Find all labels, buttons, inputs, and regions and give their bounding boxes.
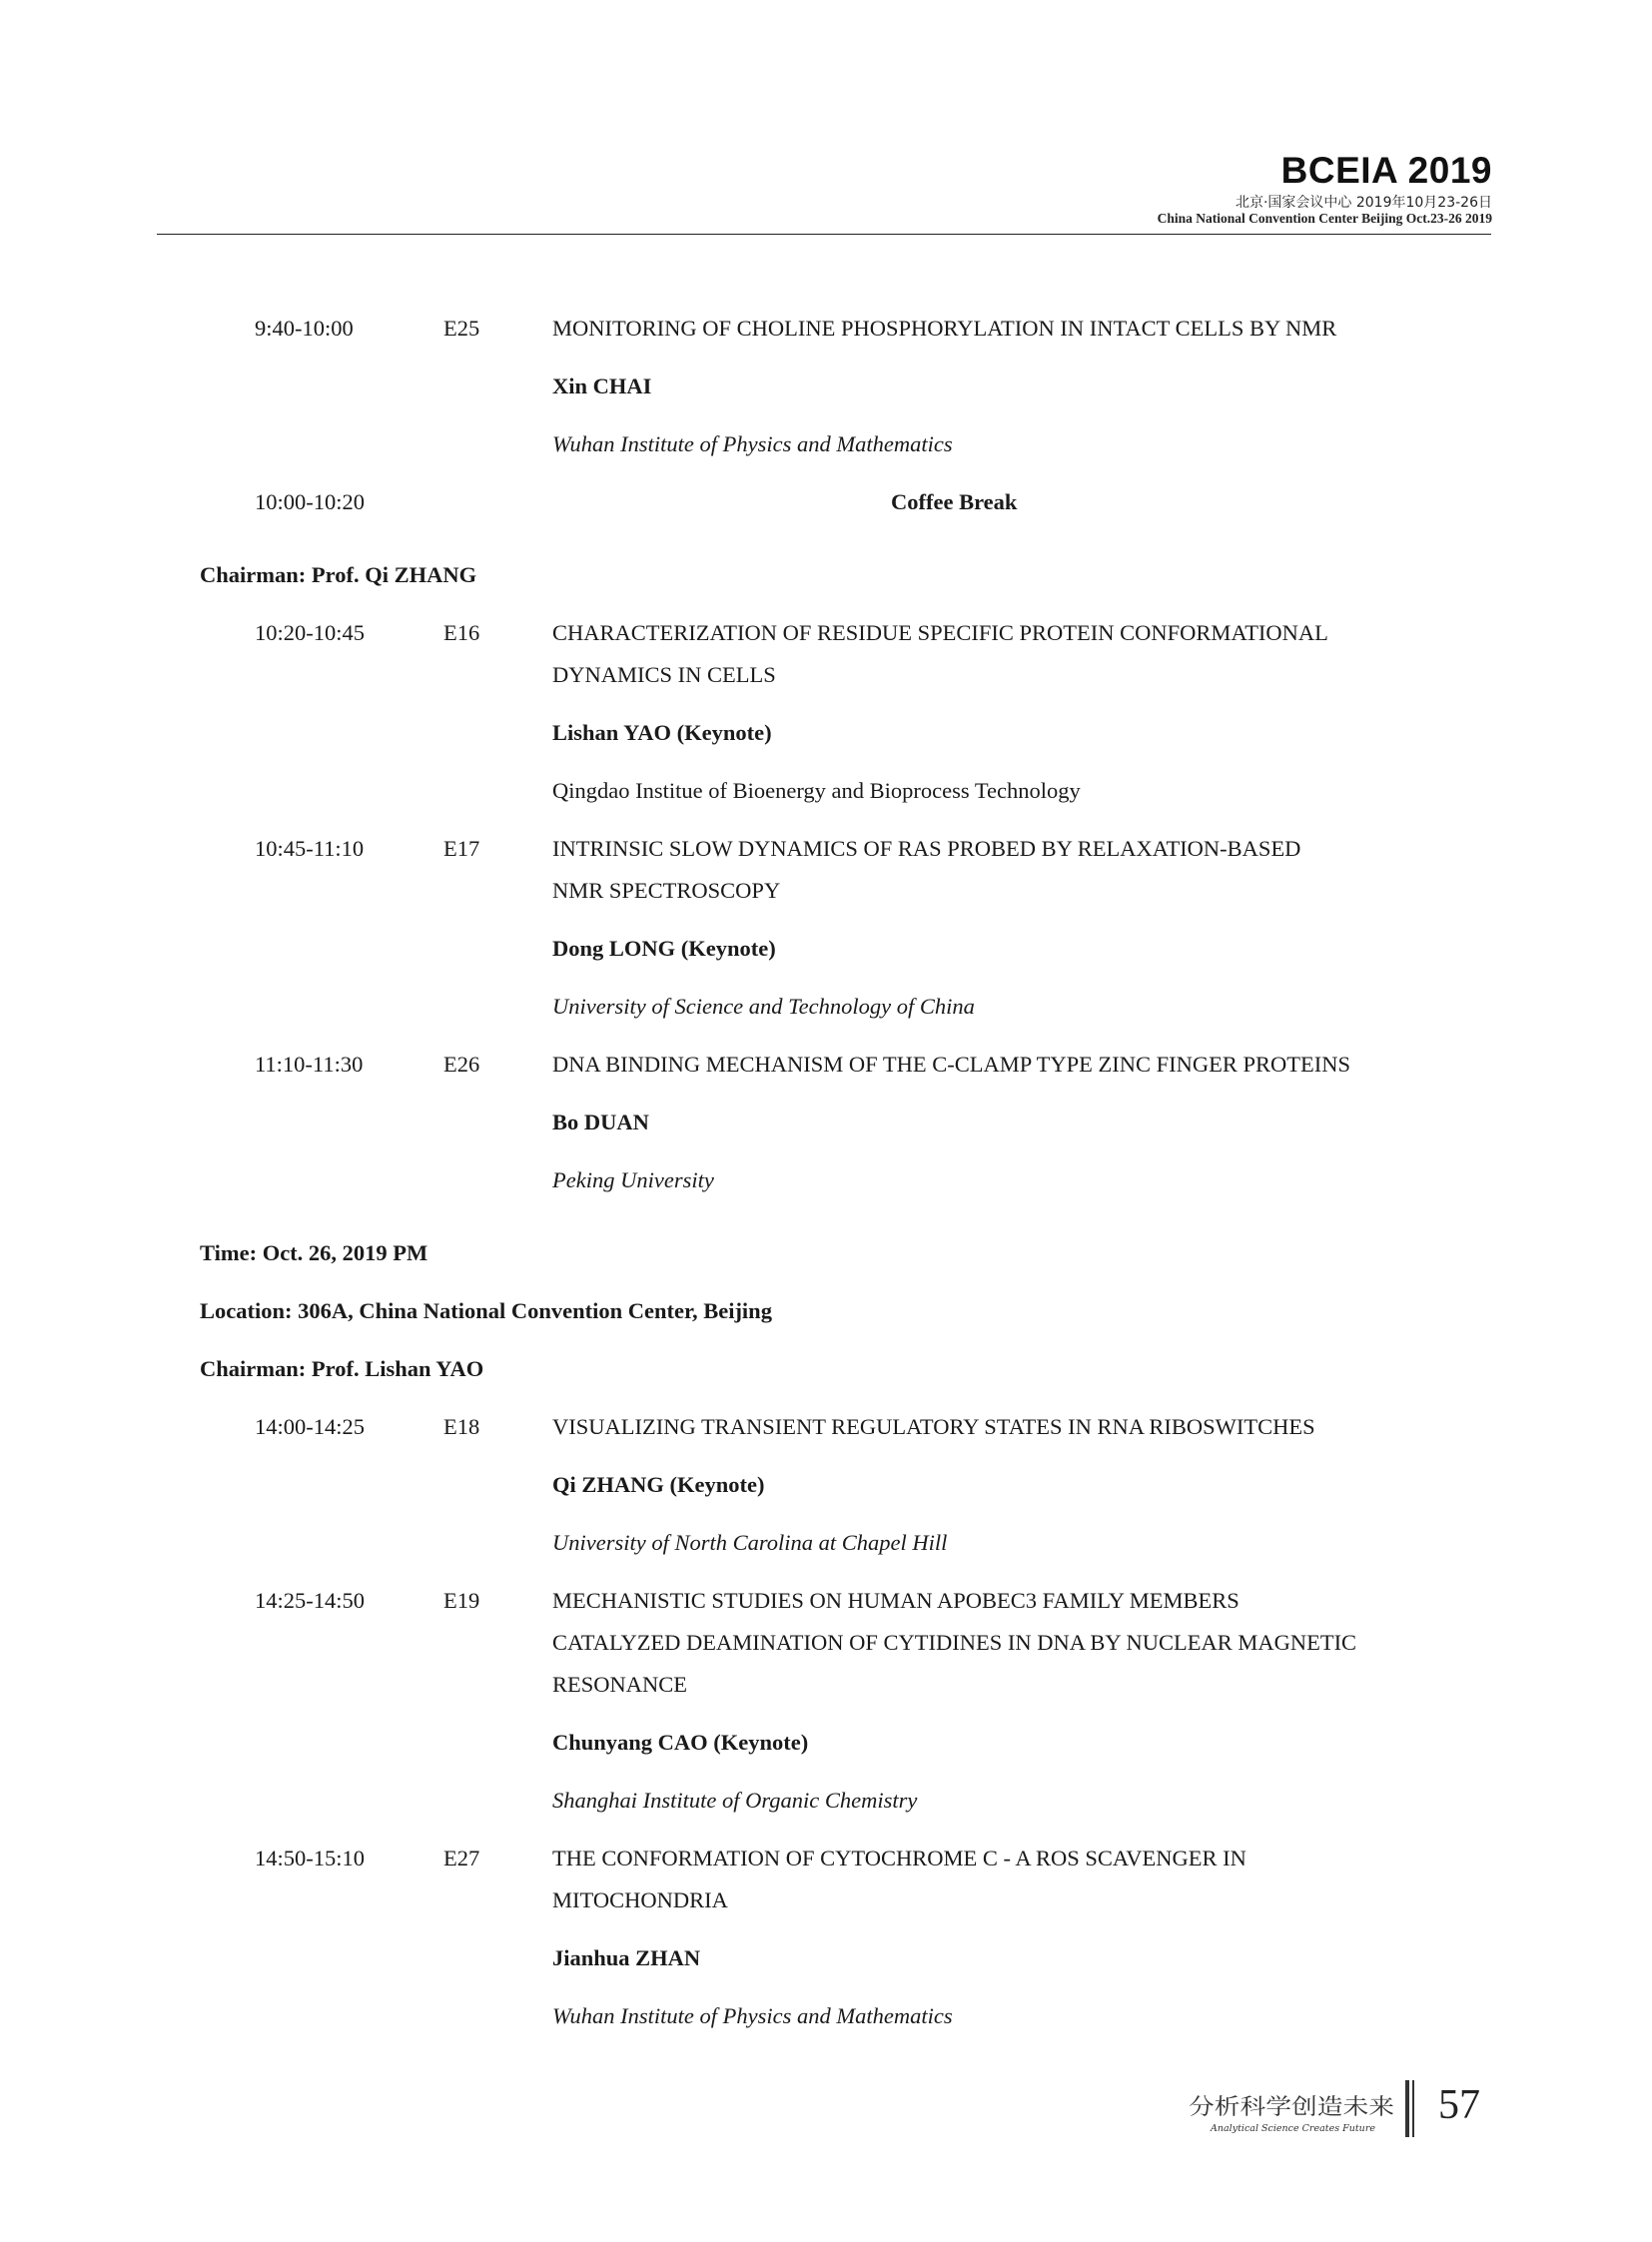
talk-author: Xin CHAI bbox=[552, 374, 652, 398]
coffee-time: 10:00-10:20 bbox=[255, 489, 365, 514]
slogan-cn: 分析科学创造未来 bbox=[1189, 2095, 1394, 2120]
talk-code: E19 bbox=[443, 1588, 480, 1613]
talk-title: DNA BINDING MECHANISM OF THE C-CLAMP TYPE ZINC FINGER PROTEINS bbox=[552, 1052, 1351, 1077]
talk-title-line2: CATALYZED DEAMINATION OF CYTIDINES IN DNA BY NUCLEAR MAGNETIC bbox=[552, 1630, 1357, 1655]
chairman-heading: Chairman: Prof. Lishan YAO bbox=[200, 1356, 484, 1381]
talk-affiliation: Qingdao Institue of Bioenergy and Bioprocess Technology bbox=[552, 778, 1081, 803]
talk-time: 9:40-10:00 bbox=[255, 316, 354, 341]
footer-divider bbox=[1412, 2080, 1414, 2137]
talk-title-line3: RESONANCE bbox=[552, 1672, 688, 1697]
talk-title-line2: NMR SPECTROSCOPY bbox=[552, 878, 781, 903]
talk-title: MECHANISTIC STUDIES ON HUMAN APOBEC3 FAMILY MEMBERS bbox=[552, 1588, 1239, 1613]
talk-title: MONITORING OF CHOLINE PHOSPHORYLATION IN INTACT CELLS BY NMR bbox=[552, 316, 1337, 341]
header-divider bbox=[157, 234, 1491, 235]
talk-affiliation: University of North Carolina at Chapel Hill bbox=[552, 1530, 948, 1555]
footer-divider bbox=[1405, 2080, 1409, 2137]
chairman-heading: Chairman: Prof. Qi ZHANG bbox=[200, 562, 477, 587]
talk-affiliation: University of Science and Technology of China bbox=[552, 994, 975, 1019]
talk-time: 14:00-14:25 bbox=[255, 1414, 365, 1439]
talk-code: E26 bbox=[443, 1052, 480, 1077]
conference-venue-cn: 北京·国家会议中心 2019年10月23-26日 bbox=[1235, 195, 1492, 211]
slogan-logo bbox=[1187, 2090, 1398, 2150]
talk-affiliation: Wuhan Institute of Physics and Mathematics bbox=[552, 2003, 953, 2028]
talk-time: 14:25-14:50 bbox=[255, 1588, 365, 1613]
page-number: 57 bbox=[1438, 2082, 1480, 2128]
talk-time: 10:20-10:45 bbox=[255, 620, 365, 645]
conference-title: BCEIA 2019 bbox=[1280, 150, 1492, 191]
talk-title-line2: DYNAMICS IN CELLS bbox=[552, 662, 776, 687]
talk-author: Bo DUAN bbox=[552, 1110, 649, 1134]
talk-code: E16 bbox=[443, 620, 480, 645]
conference-venue-en: China National Convention Center Beijing Oct.23-26 2019 bbox=[1157, 211, 1492, 226]
talk-affiliation: Shanghai Institute of Organic Chemistry bbox=[552, 1788, 918, 1813]
slogan-en: Analytical Science Creates Future bbox=[1209, 2123, 1376, 2134]
session-location: Location: 306A, China National Convention Center, Beijing bbox=[200, 1298, 772, 1323]
talk-time: 14:50-15:10 bbox=[255, 1846, 365, 1870]
coffee-break-label: Coffee Break bbox=[891, 489, 1018, 514]
talk-author: Qi ZHANG (Keynote) bbox=[552, 1472, 765, 1497]
talk-author: Jianhua ZHAN bbox=[552, 1945, 701, 1970]
talk-code: E27 bbox=[443, 1846, 480, 1870]
session-time: Time: Oct. 26, 2019 PM bbox=[200, 1240, 428, 1265]
talk-time: 10:45-11:10 bbox=[255, 836, 365, 861]
talk-title-line2: MITOCHONDRIA bbox=[552, 1887, 728, 1912]
talk-author: Lishan YAO (Keynote) bbox=[552, 720, 772, 745]
talk-title: INTRINSIC SLOW DYNAMICS OF RAS PROBED BY RELAXATION-BASED bbox=[552, 836, 1301, 861]
talk-title: VISUALIZING TRANSIENT REGULATORY STATES IN RNA RIBOSWITCHES bbox=[552, 1414, 1315, 1439]
talk-code: E18 bbox=[443, 1414, 480, 1439]
talk-code: E25 bbox=[443, 316, 480, 341]
talk-code: E17 bbox=[443, 836, 480, 861]
talk-author: Chunyang CAO (Keynote) bbox=[552, 1730, 809, 1755]
talk-title: THE CONFORMATION OF CYTOCHROME C - A ROS SCAVENGER IN bbox=[552, 1846, 1246, 1870]
talk-time: 11:10-11:30 bbox=[255, 1052, 364, 1077]
talk-author: Dong LONG (Keynote) bbox=[552, 936, 776, 961]
talk-title: CHARACTERIZATION OF RESIDUE SPECIFIC PROTEIN CONFORMATIONAL bbox=[552, 620, 1328, 645]
talk-affiliation: Peking University bbox=[552, 1167, 714, 1192]
talk-affiliation: Wuhan Institute of Physics and Mathematics bbox=[552, 431, 953, 456]
